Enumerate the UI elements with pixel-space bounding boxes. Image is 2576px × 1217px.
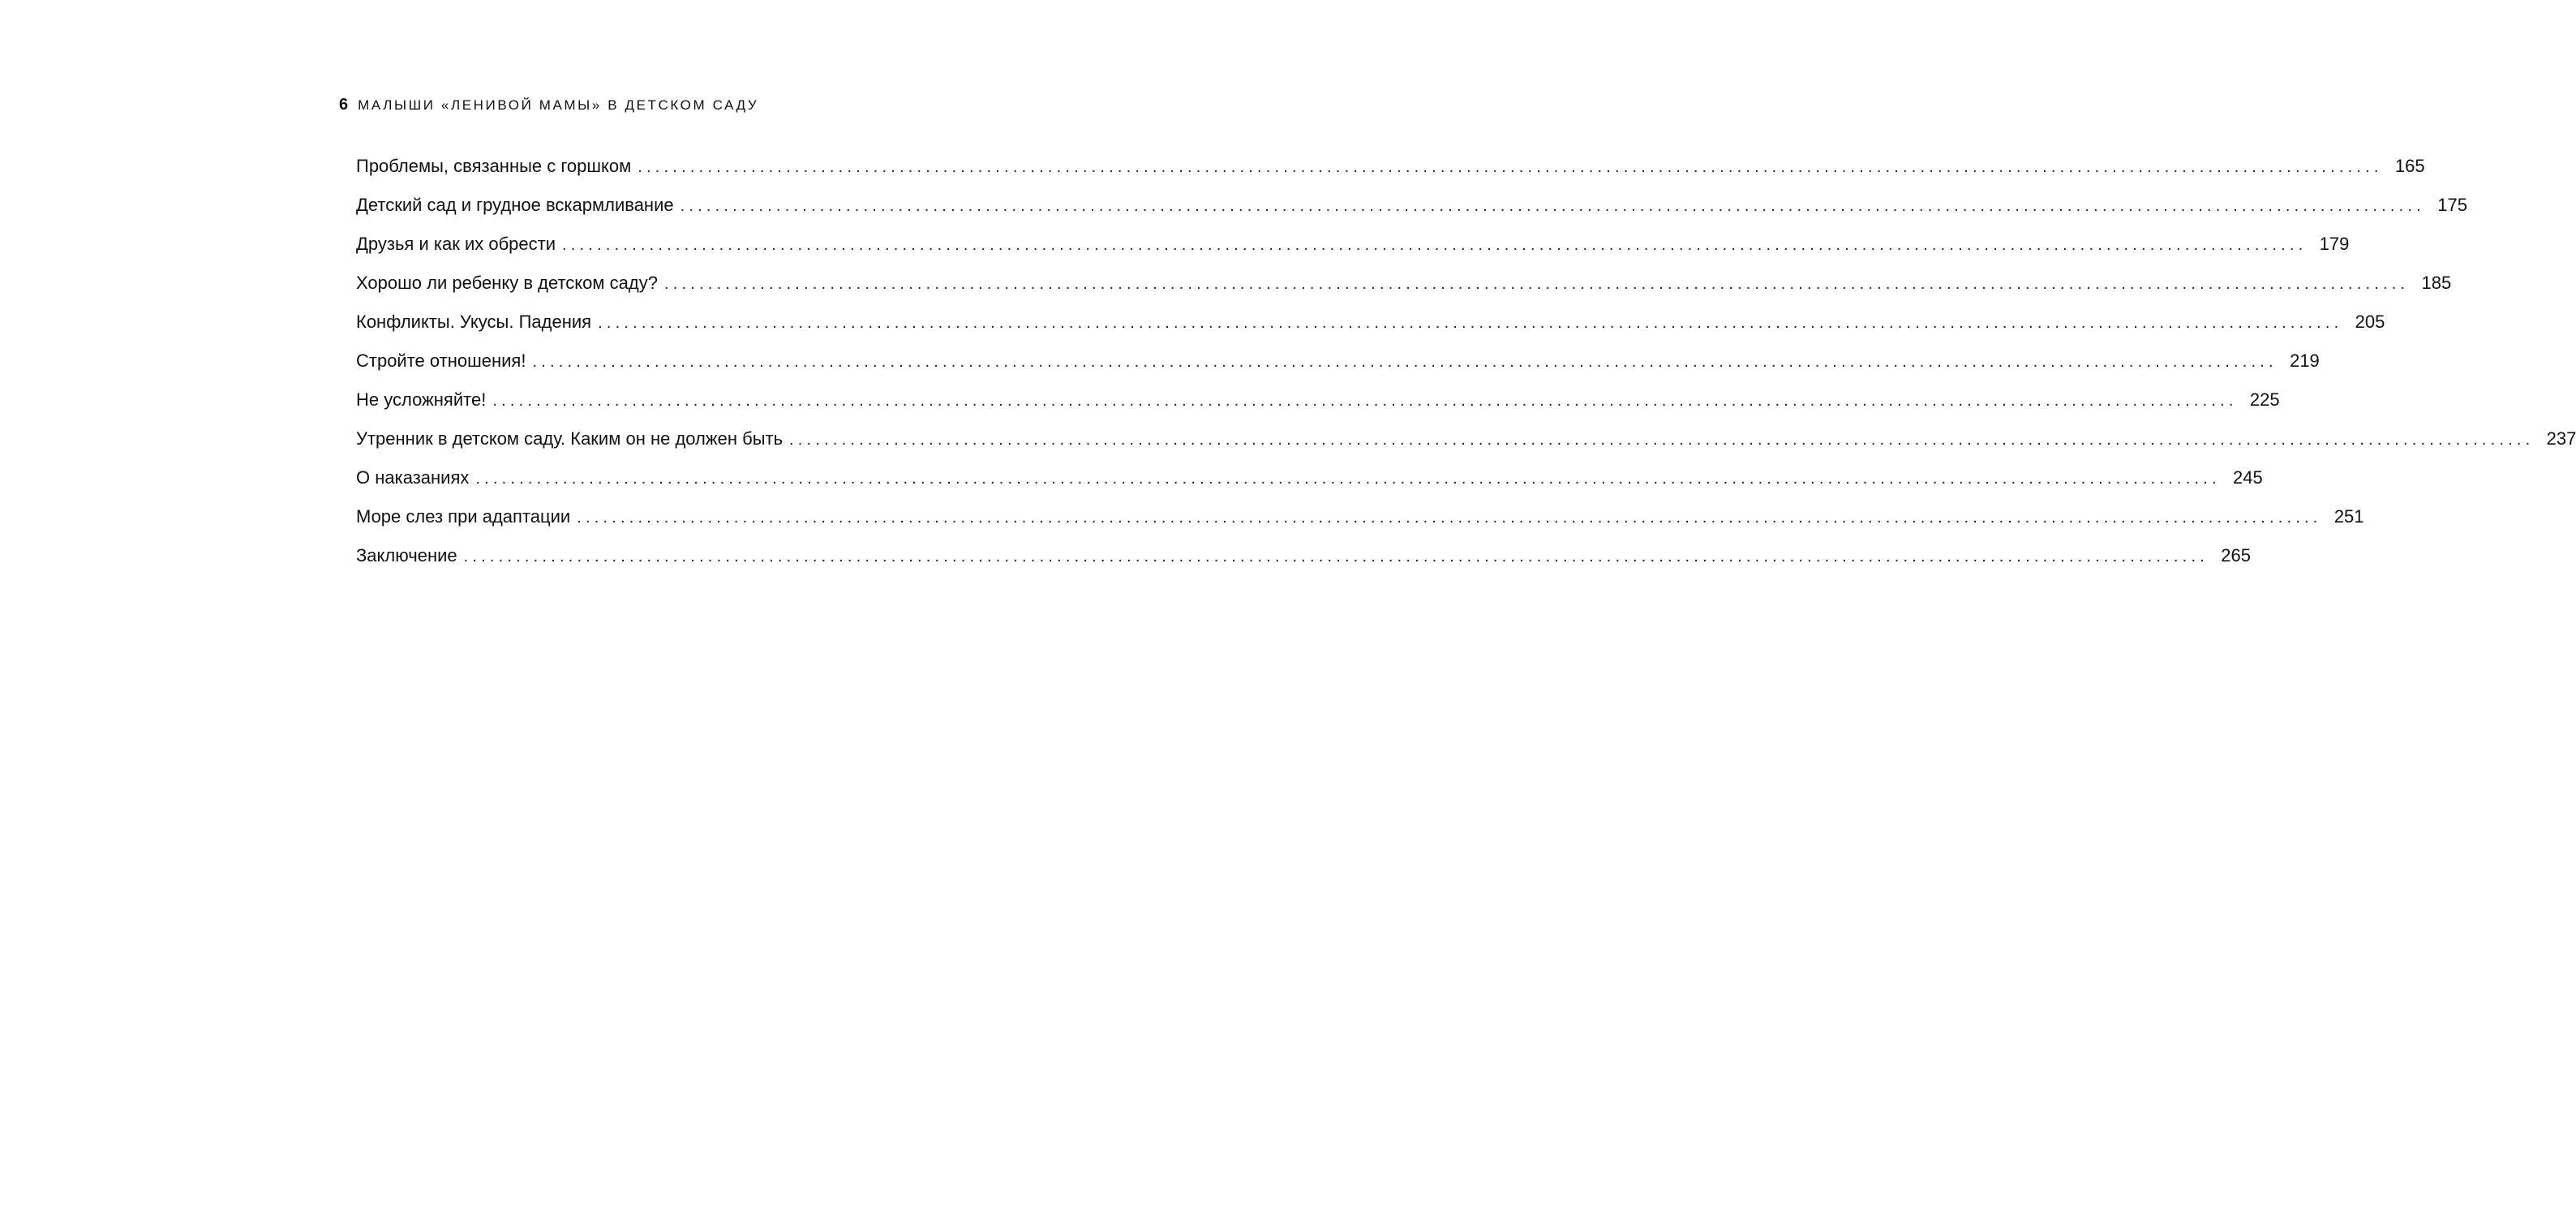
table-of-contents bbox=[356, 156, 2576, 584]
toc-entry bbox=[356, 312, 2385, 350]
toc-entry-page: 245 bbox=[2233, 467, 2263, 488]
toc-dot-leader: ........................................................................................................................................................................................................ bbox=[598, 314, 2343, 332]
book-title: МАЛЫШИ «ЛЕНИВОЙ МАМЫ» В ДЕТСКОМ САДУ bbox=[358, 97, 759, 113]
toc-entry-page: 237 bbox=[2546, 428, 2576, 449]
toc-dot-leader: ........................................................................................................................................................................................................ bbox=[463, 548, 2209, 565]
toc-entry-title: Заключение bbox=[356, 545, 457, 565]
toc-dot-leader: ........................................................................................................................................................................................................ bbox=[638, 158, 2383, 176]
toc-entry bbox=[356, 273, 2452, 312]
toc-dot-leader: ........................................................................................................................................................................................................ bbox=[532, 353, 2278, 371]
toc-entry-title: О наказаниях bbox=[356, 467, 470, 488]
toc-dot-leader: ........................................................................................................................................................................................................ bbox=[663, 275, 2410, 293]
toc-entry bbox=[356, 234, 2350, 273]
toc-entry bbox=[356, 428, 2576, 467]
toc-entry-page: 219 bbox=[2290, 350, 2320, 371]
toc-entry bbox=[356, 389, 2280, 428]
toc-entry-title: Детский сад и грудное вскармливание bbox=[356, 195, 674, 215]
toc-entry-page: 165 bbox=[2394, 156, 2425, 176]
toc-dot-leader: ........................................................................................................................................................................................................ bbox=[492, 392, 2238, 410]
toc-dot-leader: ........................................................................................................................................................................................................ bbox=[577, 509, 2322, 527]
toc-dot-leader: ........................................................................................................................................................................................................ bbox=[475, 470, 2221, 488]
toc-entry-title: Конфликты. Укусы. Падения bbox=[356, 312, 592, 332]
toc-dot-leader: ........................................................................................................................................................................................................ bbox=[680, 197, 2425, 215]
toc-entry-title: Хорошо ли ребенку в детском саду? bbox=[356, 273, 658, 293]
toc-entry-title: Утренник в детском саду. Каким он не должен быть bbox=[356, 428, 784, 449]
toc-entry-page: 225 bbox=[2249, 389, 2280, 410]
page-number: 6 bbox=[339, 96, 349, 114]
running-header bbox=[339, 96, 758, 114]
toc-entry-page: 175 bbox=[2437, 195, 2467, 215]
toc-entry-title: Море слез при адаптации bbox=[356, 506, 571, 527]
toc-entry-title: Проблемы, связанные с горшком bbox=[356, 156, 632, 176]
toc-entry bbox=[356, 467, 2263, 506]
toc-entry-page: 179 bbox=[2319, 234, 2350, 254]
toc-entry bbox=[356, 506, 2364, 545]
toc-entry-title: Не усложняйте! bbox=[356, 389, 487, 410]
toc-dot-leader: ........................................................................................................................................................................................................ bbox=[789, 431, 2535, 449]
toc-entry-page: 205 bbox=[2355, 312, 2385, 332]
toc-entry-title: Стройте отношения! bbox=[356, 350, 526, 371]
toc-entry-page: 265 bbox=[2221, 545, 2251, 565]
toc-entry-page: 185 bbox=[2421, 273, 2452, 293]
toc-entry bbox=[356, 545, 2251, 584]
toc-entry bbox=[356, 195, 2467, 234]
toc-entry-page: 251 bbox=[2333, 506, 2364, 527]
toc-entry-title: Друзья и как их обрести bbox=[356, 234, 556, 254]
toc-entry bbox=[356, 350, 2320, 389]
toc-entry bbox=[356, 156, 2425, 195]
toc-dot-leader: ........................................................................................................................................................................................................ bbox=[562, 236, 2308, 254]
